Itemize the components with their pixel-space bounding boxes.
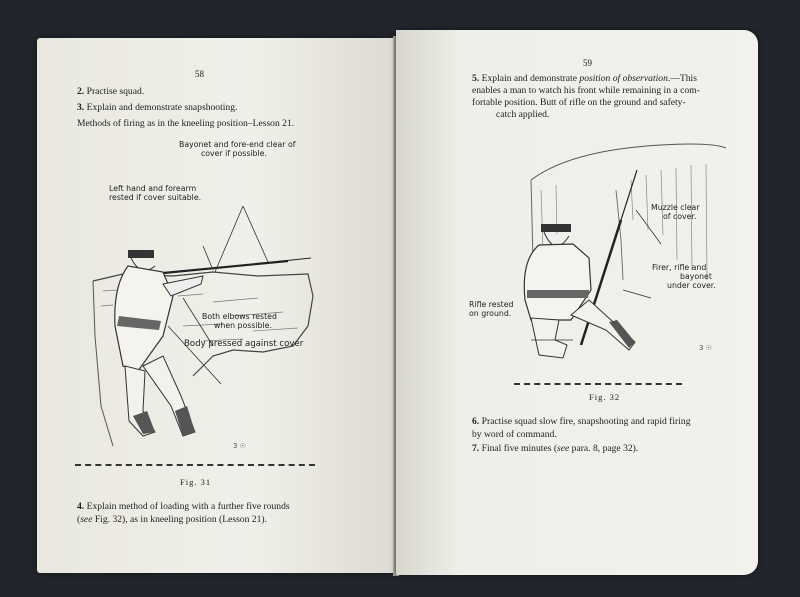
paragraph-4-line-1: 4. Explain method of loading with a further five rounds	[77, 501, 290, 512]
paragraph-3: 3. Explain and demonstrate snapshooting.	[77, 102, 238, 113]
figure-rule	[514, 383, 682, 385]
paragraph-6-line-1: 6. Practise squad slow fire, snapshooting and rapid firing	[472, 416, 691, 427]
paragraph-6-line-2: by word of command.	[472, 429, 557, 440]
paragraph-7: 7. Final five minutes (see para. 8, page 32).	[472, 443, 639, 454]
page-number: 59	[583, 58, 592, 68]
methods-line: Methods of firing as in the kneeling position–Lesson 21.	[77, 118, 295, 129]
figure-caption: Fig. 32	[589, 392, 621, 402]
annotation-elbows: Both elbows rested when possible.	[202, 312, 277, 330]
paragraph-5-line-4: catch applied.	[496, 109, 550, 120]
paragraph-5-line-2: enables a man to watch his front while remaining in a com-	[472, 85, 700, 96]
svg-text:3 ☉: 3 ☉	[233, 442, 246, 450]
paragraph-4-line-2: (see Fig. 32), as in kneeling position (Lesson 21).	[77, 514, 267, 525]
figure-rule	[75, 464, 315, 466]
figure-caption: Fig. 31	[180, 477, 212, 487]
svg-text:3 ☉: 3 ☉	[699, 344, 712, 352]
page-number: 58	[195, 69, 204, 79]
annotation-rifle-rested: Rifle rested on ground.	[469, 300, 514, 318]
left-page	[37, 38, 397, 573]
paragraph-5-line-3: fortable position. Butt of rifle on the ground and safety-	[472, 97, 686, 108]
annotation-left-hand: Left hand and forearm rested if cover suitable.	[109, 184, 202, 202]
paragraph-5-line-1: 5. Explain and demonstrate position of observation.—This	[472, 73, 697, 84]
kneeling-soldier-illustration	[83, 206, 323, 456]
annotation-body: Body pressed against cover	[184, 339, 304, 349]
annotation-bayonet: Bayonet and fore-end clear of cover if possible.	[179, 140, 296, 158]
right-page	[396, 30, 758, 575]
observing-soldier-illustration	[511, 140, 736, 365]
paragraph-2: 2. Practise squad.	[77, 86, 145, 97]
annotation-muzzle: Muzzle clear of cover.	[651, 203, 700, 221]
annotation-firer: Firer, rifle and bayonet under cover.	[652, 263, 716, 290]
